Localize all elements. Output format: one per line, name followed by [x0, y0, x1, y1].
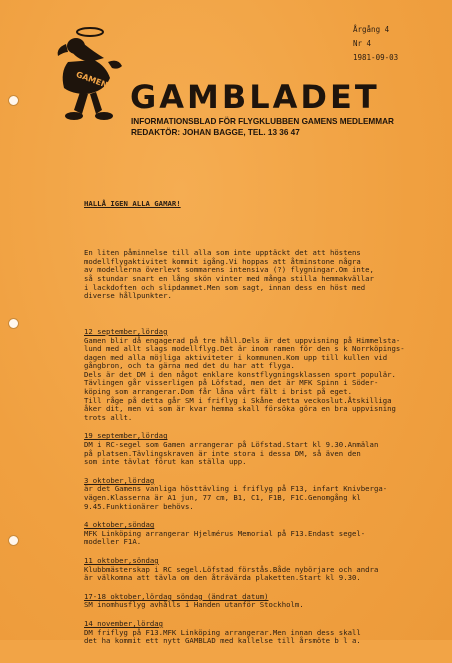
event-text-line: är välkomna att tävla om den åträvärda plaketten.Start kl 9.30.: [84, 573, 361, 583]
event-text-line: 9.45.Funktionärer behövs.: [84, 501, 194, 511]
event-item: [84, 620, 424, 646]
event-text-line: Dels är det DM i den något enklare konstflygningsklassen sport populär.: [84, 369, 396, 379]
event-text-line: DM i RC-segel som Gamen arrangerar på Löfstad.Start kl 9.30.Anmälan: [84, 440, 379, 450]
logo-text: GAMEN: [74, 69, 109, 90]
event-item: [84, 477, 424, 511]
intro-paragraph: [84, 249, 424, 301]
event-item: [84, 432, 424, 466]
event-text-line: köping som arrangerar.Dom får låna vårt fält i brist på eget.: [84, 387, 352, 397]
event-text-line: på platsen.Tävlingskraven är inte stora i dessa DM, så även den: [84, 448, 361, 458]
intro-line: så stundar snart en lång skön vinter med många stilla hemmakvällar: [84, 273, 374, 283]
intro-line: diverse hållpunkter.: [84, 291, 172, 301]
issue-number: Nr 4: [353, 39, 372, 48]
event-item: [84, 557, 424, 583]
intro-line: En liten påminnelse till alla som inte upptäckt det att höstens: [84, 248, 361, 258]
intro-line: i lackdoften och slipdammet.Men som sagt, innan dess en höst med: [84, 282, 366, 292]
events-list: [84, 318, 424, 646]
event-text-line: åker dit, men vi som är kvar hemma skall försöka göra en bra uppvisning: [84, 404, 396, 414]
event-text-line: Tävlingen går visserligen på Löfstad, men det är MFK Spinn i Söder-: [84, 378, 379, 388]
event-date-heading: 4 oktober,söndag: [84, 520, 155, 530]
binder-hole: [8, 535, 19, 546]
newsletter-title: GAMBLADET: [130, 78, 380, 116]
intro-line: av modellerna överlevt sommarens intensiva (?) flygningar.Om inte,: [84, 265, 374, 275]
event-text-line: Klubbmästerskap i RC segel.Löfstad förstås.Både nybörjare och andra: [84, 564, 379, 574]
newsletter-subtitle: INFORMATIONSBLAD FÖR FLYGKLUBBEN GAMENS MEDLEMMAR: [131, 117, 394, 126]
event-item: [84, 328, 424, 423]
issue-date: 1981-09-03: [353, 53, 399, 62]
event-text-line: MFK Linköping arrangerar Hjelmérus Memorial på F13.Endast segel-: [84, 528, 366, 538]
greeting-heading: HALLÅ IGEN ALLA GAMAR!: [84, 199, 181, 209]
vulture-logo: [50, 22, 130, 122]
event-text-line: trots allt.: [84, 412, 133, 422]
event-text-line: Till råge på detta går SM i friflyg i Skåne detta veckoslut.Åtskilliga: [84, 395, 392, 405]
binder-hole: [8, 318, 19, 329]
event-date-heading: 12 september,lördag: [84, 326, 168, 336]
newsletter-body: [84, 183, 424, 663]
event-text-line: modeller F1A.: [84, 537, 142, 547]
event-item: [84, 521, 424, 547]
event-date-heading: 17-18 oktober,lördag söndag (ändrat datum): [84, 591, 269, 601]
event-text-line: är det Gamens vanliga hösttävling i friflyg på F13, infart Knivberga-: [84, 484, 388, 494]
event-date-heading: 19 september,lördag: [84, 431, 168, 441]
event-text-line: vägen.Klasserna är A1 jun, 77 cm, B1, C1, F1B, F1C.Genomgång kl: [84, 493, 361, 502]
event-date-heading: 3 oktober,lördag: [84, 475, 155, 485]
event-text-line: gångbron, och ta gärna med det du har att flyga.: [84, 361, 295, 371]
event-text-line: DM friflyg på F13.MFK Linköping arrangerar.Men innan dess skall: [84, 627, 361, 637]
event-text-line: SM inomhusflyg avhålls i Handen utanför Stockholm.: [84, 600, 304, 610]
event-item: [84, 593, 424, 610]
event-text-line: lund med allt slags modellflyg.Det är inom ramen för den s k Norrköpings-: [84, 344, 405, 354]
event-text-line: som inte tävlat förut kan ställa upp.: [84, 457, 247, 467]
intro-line: modellflygaktivitet kommit igång.Vi hoppas att åtminstone några: [84, 256, 361, 266]
issue-year: Årgång 4: [353, 25, 390, 34]
event-text-line: det ha kommit ett nytt GAMBLAD med kallelse till årsmöte b l a.: [84, 636, 361, 646]
event-text-line: dagen med alla möjliga aktiviteter i kommunen.Kom upp till kullen vid: [84, 352, 388, 362]
binder-hole: [8, 95, 19, 106]
event-text-line: Gamen blir då engagerad på tre håll.Dels är det uppvisning på Himmelsta-: [84, 335, 401, 345]
editor-line: REDAKTÖR: JOHAN BAGGE, TEL. 13 36 47: [131, 128, 300, 137]
event-date-heading: 11 oktober,söndag: [84, 555, 159, 565]
event-date-heading: 14 november,lördag: [84, 618, 164, 628]
issue-info: [353, 23, 398, 65]
